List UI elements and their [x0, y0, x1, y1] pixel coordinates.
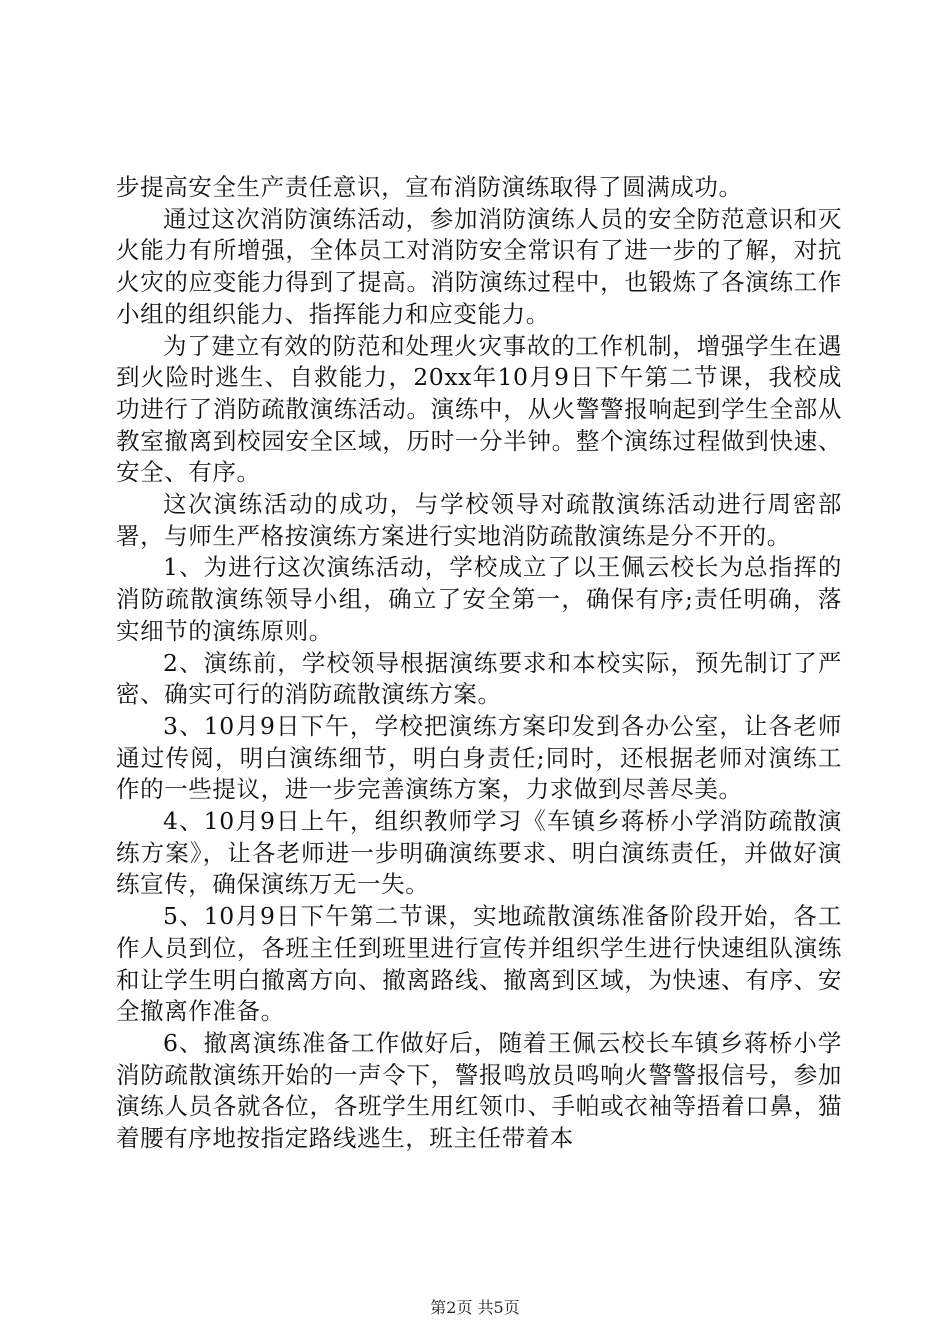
paragraph-10: 6、撤离演练准备工作做好后，随着王佩云校长车镇乡蒋桥小学消防疏散演练开始的一声令下，警报鸣放员鸣响火警警报信号，参加演练人员各就各位，各班学生用红领巾、手帕或衣袖等捂着口鼻，猫着腰有序地按指定路线逃生，班主任带着本: [116, 1028, 842, 1153]
paragraph-9: 5、10月9日下午第二节课，实地疏散演练准备阶段开始，各工作人员到位，各班主任到班里进行宣传并组织学生进行快速组队演练和让学生明白撤离方向、撤离路线、撤离到区域，为快速、有序、安全撤离作准备。: [116, 902, 842, 1026]
page-number-footer: 第2页 共5页: [430, 1298, 520, 1317]
paragraph-2: 通过这次消防演练活动，参加消防演练人员的安全防范意识和灭火能力有所增强，全体员工对消防安全常识有了进一步的了解，对抗火灾的应变能力得到了提高。消防演练过程中，也锻炼了各演练工作小组的组织能力、指挥能力和应变能力。: [116, 204, 842, 328]
paragraph-6: 2、演练前，学校领导根据演练要求和本校实际，预先制订了严密、确实可行的消防疏散演练方案。: [116, 648, 842, 709]
document-body: [116, 172, 842, 1155]
paragraph-8: 4、10月9日上午，组织教师学习《车镇乡蒋桥小学消防疏散演练方案》，让各老师进一步明确演练要求、明白演练责任，并做好演练宣传，确保演练万无一失。: [116, 807, 842, 899]
paragraph-1: 步提高安全生产责任意识，宣布消防演练取得了圆满成功。: [116, 173, 743, 201]
paragraph-3: 为了建立有效的防范和处理火灾事故的工作机制，增强学生在遇到火险时逃生、自救能力，20xx年10月9日下午第二节课，我校成功进行了消防疏散演练活动。演练中，从火警警报响起到学生全部从教室撤离到校园安全区域，历时一分半钟。整个演练过程做到快速、安全、有序。: [116, 331, 842, 487]
paragraph-5: 1、为进行这次演练活动，学校成立了以王佩云校长为总指挥的消防疏散演练领导小组，确立了安全第一，确保有序;责任明确，落实细节的演练原则。: [116, 553, 842, 645]
paragraph-4: 这次演练活动的成功，与学校领导对疏散演练活动进行周密部署，与师生严格按演练方案进行实地消防疏散演练是分不开的。: [116, 490, 842, 550]
paragraph-7: 3、10月9日下午，学校把演练方案印发到各办公室，让各老师通过传阅，明白演练细节，明白身责任;同时，还根据老师对演练工作的一些提议，进一步完善演练方案，力求做到尽善尽美。: [116, 711, 842, 804]
